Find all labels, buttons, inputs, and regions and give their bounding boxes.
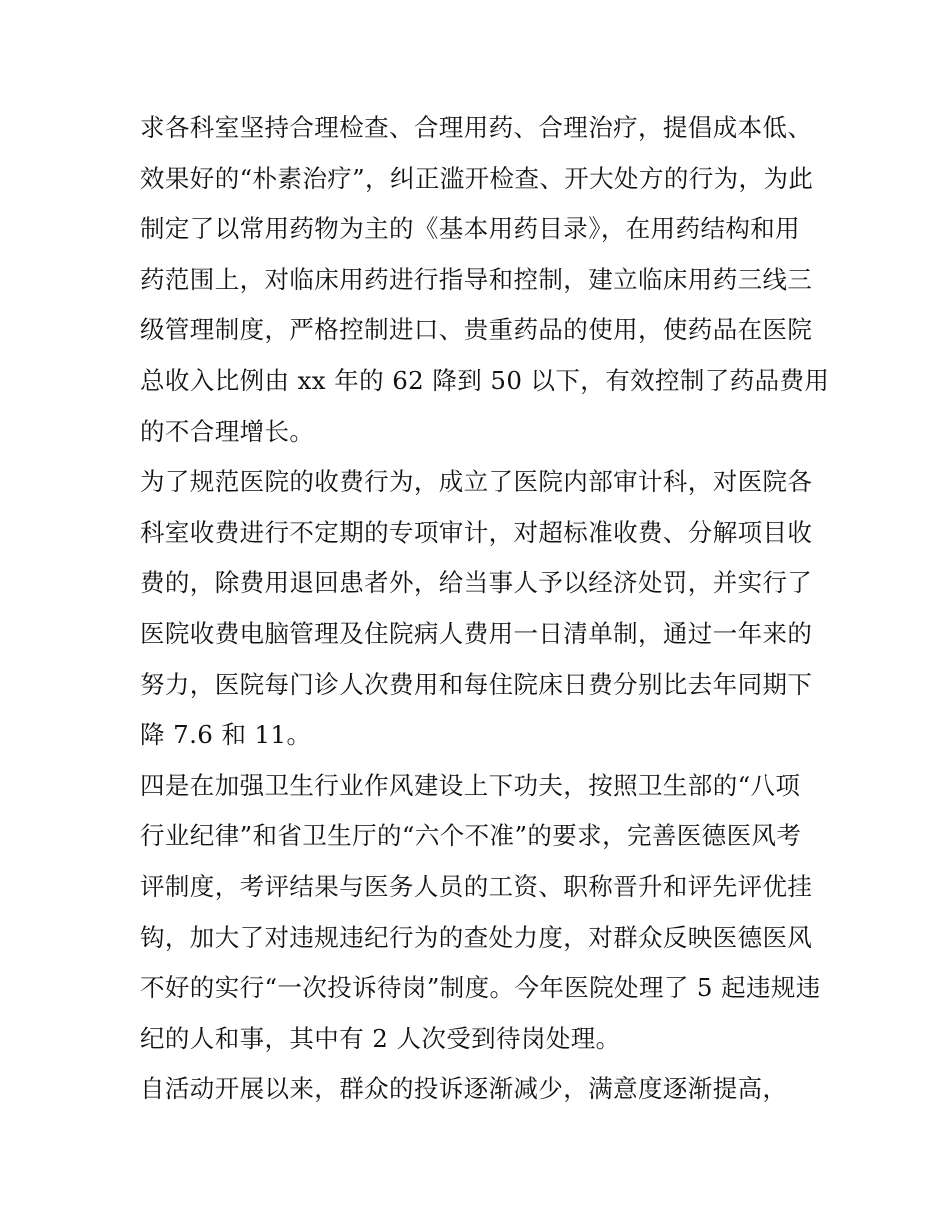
text-line-17: 钩，加大了对违规违纪行为的查处力度，对群众反映医德医风 <box>140 922 813 952</box>
text-line-10: 费的，除费用退回患者外，给当事人予以经济处罚，并实行了 <box>140 568 813 598</box>
text-line-15: 行业纪律”和省卫生厅的“六个不准”的要求，完善医德医风考 <box>140 821 802 851</box>
text-line-8: 为了规范医院的收费行为，成立了医院内部审计科，对医院各 <box>140 467 813 497</box>
document-body <box>140 103 830 1115</box>
text-line-12: 努力，医院每门诊人次费用和每住院床日费分别比去年同期下 <box>140 669 813 699</box>
text-line-9: 科室收费进行不定期的专项审计，对超标准收费、分解项目收 <box>140 517 813 547</box>
text-line-2: 效果好的“朴素治疗”，纠正滥开检查、开大处方的行为，为此 <box>140 163 814 193</box>
text-line-4: 药范围上，对临床用药进行指导和控制，建立临床用药三线三 <box>140 264 813 294</box>
text-line-1: 求各科室坚持合理检查、合理用药、合理治疗，提倡成本低、 <box>140 113 813 142</box>
text-line-20: 自活动开展以来，群众的投诉逐渐减少，满意度逐渐提高， <box>140 1074 788 1104</box>
text-line-7: 的不合理增长。 <box>140 416 315 446</box>
text-line-11: 医院收费电脑管理及住院病人费用一日清单制，通过一年来的 <box>140 618 813 648</box>
text-line-18: 不好的实行“一次投诉待岗”制度。今年医院处理了 5 起违规违 <box>140 973 821 1003</box>
text-line-16: 评制度，考评结果与医务人员的工资、职称晋升和评先评优挂 <box>140 871 813 901</box>
text-line-3: 制定了以常用药物为主的《基本用药目录》，在用药结构和用 <box>140 214 801 244</box>
text-line-14: 四是在加强卫生行业作风建设上下功夫，按照卫生部的“八项 <box>140 770 801 800</box>
text-line-13: 降 7.6 和 11。 <box>140 720 312 750</box>
text-line-19: 纪的人和事，其中有 2 人次受到待岗处理。 <box>140 1023 621 1053</box>
text-line-6: 总收入比例由 xx 年的 62 降到 50 以下，有效控制了药品费用 <box>140 365 830 395</box>
text-line-5: 级管理制度，严格控制进口、贵重药品的使用，使药品在医院 <box>140 315 813 345</box>
